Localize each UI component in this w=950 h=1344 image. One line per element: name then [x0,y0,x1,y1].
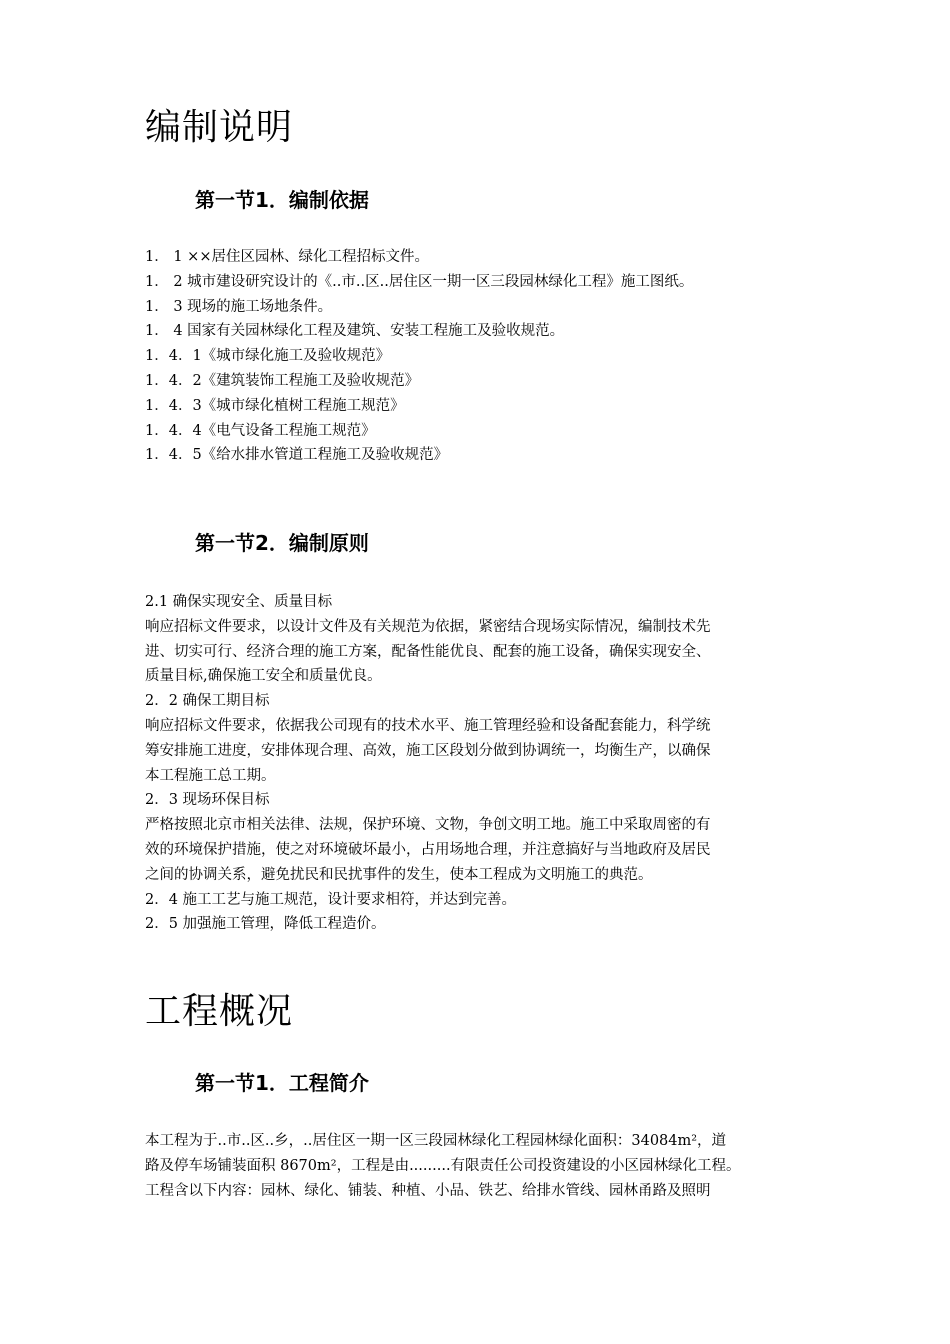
text-line: 进、切实可行、经济合理的施工方案，配备性能优良、配套的施工设备，确保实现安全、 [145,643,711,660]
text-line: 响应招标文件要求，依据我公司现有的技术水平、施工管理经验和设备配套能力，科学统 [145,717,711,734]
list-item: 1．4．2《建筑装饰工程施工及验收规范》 [145,372,420,389]
list-item: 1．4．3《城市绿化植树工程施工规范》 [145,397,405,414]
text-line: 效的环境保护措施，使之对环境破坏最小，占用场地合理，并注意搞好与当地政府及居民 [145,841,711,858]
text-line: 2.1 确保实现安全、质量目标 [145,594,333,610]
list-item: 1．4．5《给水排水管道工程施工及验收规范》 [145,447,449,464]
chapter-title: 工程概况 [145,991,294,1032]
basis-list [145,245,815,468]
list-item: 1．4．4《电气设备工程施工规范》 [145,422,376,439]
list-item: 1． 2 城市建设研究设计的《..市..区..居住区一期一区三段园林绿化工程》施工图纸。 [145,273,694,290]
overview-text [145,1129,815,1203]
text-line: 工程含以下内容：园林、绿化、铺装、种植、小品、铁艺、给排水管线、园林甬路及照明 [145,1182,711,1199]
text-line: 本工程为于..市..区..乡，..居住区一期一区三段园林绿化工程园林绿化面积：34084m²，道 [145,1133,727,1149]
text-line: 2．4 施工工艺与施工规范，设计要求相符，并达到完善。 [145,891,517,908]
principles-text [145,590,815,937]
section-heading: 第一节1．编制依据 [195,188,369,212]
chapter-title: 编制说明 [145,107,294,148]
section-heading: 第一节2．编制原则 [195,531,369,555]
list-item: 1．4．1《城市绿化施工及验收规范》 [145,348,391,365]
section-heading: 第一节1．工程简介 [195,1071,369,1095]
text-line: 2．5 加强施工管理，降低工程造价。 [145,916,386,933]
text-line: 路及停车场铺装面积 8670m²，工程是由.........有限责任公司投资建设的小区园林绿化工程。 [145,1157,741,1174]
list-item: 1． 1 ××居住区园林、绿化工程招标文件。 [145,249,429,265]
text-line: 之间的协调关系，避免扰民和民扰事件的发生，使本工程成为文明施工的典范。 [145,866,653,883]
text-line: 质量目标,确保施工安全和质量优良。 [145,668,382,685]
text-line: 响应招标文件要求，以设计文件及有关规范为依据，紧密结合现场实际情况，编制技术先 [145,618,711,635]
text-line: 本工程施工总工期。 [145,767,276,784]
list-item: 1． 3 现场的施工场地条件。 [145,298,333,315]
text-line: 2．2 确保工期目标 [145,693,270,710]
text-line: 筹安排施工进度，安排体现合理、高效，施工区段划分做到协调统一，均衡生产，以确保 [145,742,711,759]
text-line: 2．3 现场环保目标 [145,792,270,809]
text-line: 严格按照北京市相关法律、法规，保护环境、文物，争创文明工地。施工中采取周密的有 [145,817,711,834]
list-item: 1． 4 国家有关园林绿化工程及建筑、安装工程施工及验收规范。 [145,323,565,340]
